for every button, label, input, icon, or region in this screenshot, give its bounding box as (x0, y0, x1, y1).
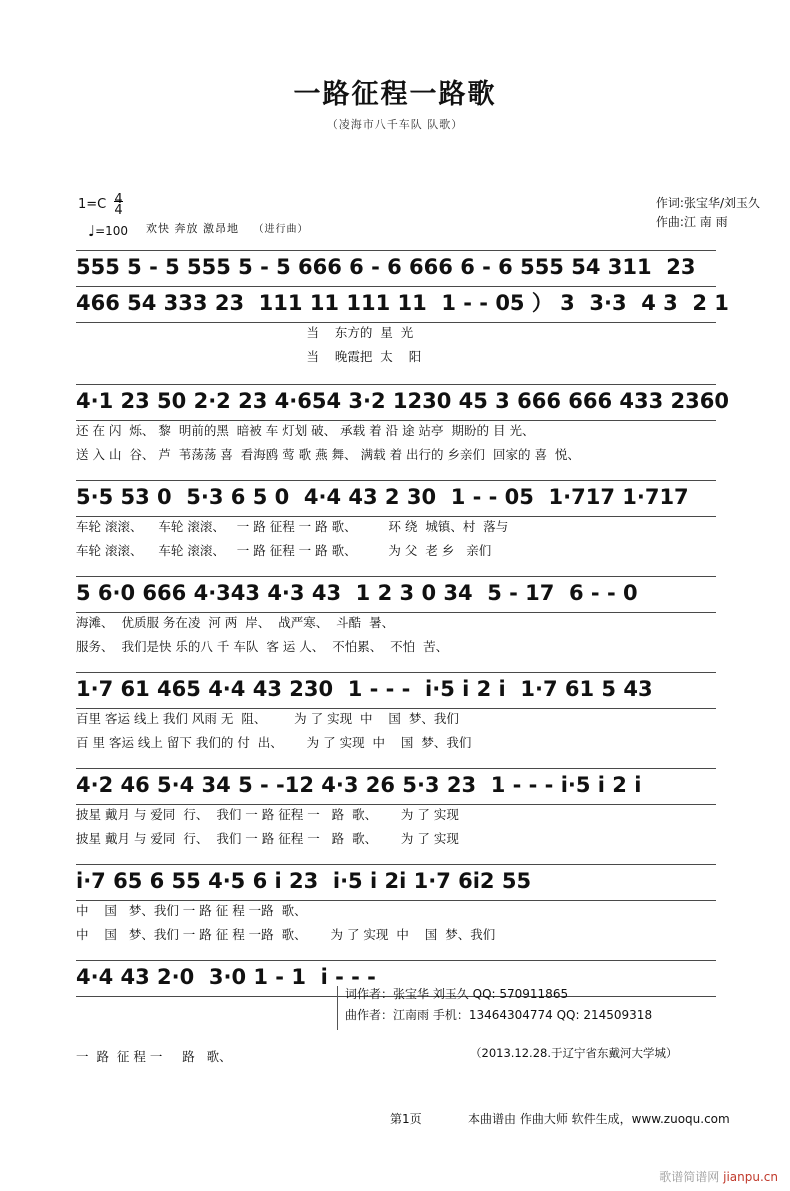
note-row: 5·5 53 0 5·3 6 5 0 4·4 43 2 30 1 - - 05 1·717 1·717 (76, 485, 689, 509)
music-system (76, 290, 729, 366)
lyric-row-verse1: 披星 戴月 与 爱同 行、 我们 一 路 征程 一 路 歌、 为 了 实现 (76, 807, 459, 822)
note-row: 1·7 61 465 4·4 43 230 1 - - - i·5 i 2 i 1·7 61 5 43 (76, 677, 653, 701)
staff-rule (76, 960, 716, 961)
style-paren-text: （进行曲） (253, 224, 309, 235)
music-system (76, 868, 726, 944)
note-row: 466 54 333 23 111 11 111 11 1 - - 05 ） 3 3·3 4 3 2 1 (76, 291, 729, 315)
note-row: 4·1 23 50 2·2 23 4·654 3·2 1230 45 3 666 666 433 2360 (76, 389, 729, 413)
staff-rule (76, 576, 716, 577)
lyric-row-verse1: 还 在 闪 烁、 黎 明前的黑 暗被 车 灯划 破、 承载 着 沿 途 站亭 期盼的 目 光、 (76, 423, 535, 438)
music-author-contact: 曲作者：江南雨 手机：13464304774 QQ: 214509318 (345, 1008, 653, 1022)
music-system (76, 388, 729, 464)
staff-rule (76, 250, 716, 251)
lyric-row-verse2: 车轮 滚滚、 车轮 滚滚、 一 路 征程 一 路 歌、 为 父 老 乡 亲们 (76, 543, 492, 558)
time-signature-denominator: 4 (114, 203, 123, 218)
tempo-mark (88, 222, 128, 240)
credits-block (656, 194, 760, 232)
lyric-row-verse2: 服务、 我们是快 乐的八 千 车队 客 运 人、 不怕累、 不怕 苦、 (76, 639, 449, 654)
date-note: （2013.12.28.于辽宁省东戴河大学城） (470, 1046, 678, 1060)
page-number: 第1页 (390, 1112, 422, 1126)
style-text: 欢快 奔放 激昂地 (146, 222, 239, 235)
staff-rule (76, 864, 716, 865)
quarter-note-icon: ♩ (88, 222, 96, 240)
watermark (659, 1168, 778, 1185)
music-system (76, 580, 726, 656)
note-row: 4·2 46 5·4 34 5 - -12 4·3 26 5·3 23 1 - - - i·5 i 2 i (76, 773, 642, 797)
note-row: 4·4 43 2·0 3·0 1 - 1 i - - - (76, 965, 376, 989)
page-title: 一路征程一路歌 (293, 79, 497, 110)
music-system (76, 254, 726, 280)
composer-credit: 作曲:江 南 雨 (655, 215, 728, 229)
staff-rule (76, 384, 716, 385)
subtitle: （凌海市八千车队 队歌） (326, 118, 464, 131)
staff-rule (76, 672, 716, 673)
lyric-row-verse2: 当 晚霞把 太 阳 (76, 349, 422, 364)
music-system (76, 772, 726, 848)
note-row: i·7 65 6 55 4·5 6 i 23 i·5 i 2i 1·7 6i2 55 (76, 869, 532, 893)
watermark-text: 歌谱简谱网 (659, 1170, 720, 1184)
generator-note: 本曲谱由 作曲大师 软件生成，www.zuoqu.com (468, 1112, 730, 1126)
lyric-row-verse1: 中 国 梦、我们 一 路 征 程 一路 歌、 (76, 903, 307, 918)
music-system (76, 676, 726, 752)
key-signature-block (78, 192, 123, 219)
staff-rule (76, 768, 716, 769)
style-direction (146, 220, 309, 236)
lyric-row-verse2: 百 里 客运 线上 留下 我们的 付 出、 为 了 实现 中 国 梦、我们 (76, 735, 472, 750)
lyricist-credit: 作词:张宝华/刘玉久 (655, 196, 760, 210)
key-label: 1=C (78, 197, 107, 212)
note-row: 5 6·0 666 4·343 4·3 43 1 2 3 0 34 5 - 17 6 - - 0 (76, 581, 638, 605)
lyric-author-contact: 词作者：张宝华 刘玉久 QQ: 570911865 (345, 987, 569, 1001)
lyric-row-verse2: 中 国 梦、我们 一 路 征 程 一路 歌、 为 了 实现 中 国 梦、我们 (76, 927, 496, 942)
lyric-row-verse1: 海滩、 优质服 务在凌 河 两 岸、 战严寒、 斗酷 暑、 (76, 615, 395, 630)
lyric-row-verse2: 一 路 征 程 一 路 歌、 (76, 1049, 232, 1064)
time-signature (114, 194, 122, 216)
contact-divider (337, 986, 338, 1030)
tempo-value: =100 (95, 224, 129, 238)
time-signature-numerator: 4 (114, 192, 123, 207)
lyric-row-verse2: 披星 戴月 与 爱同 行、 我们 一 路 征程 一 路 歌、 为 了 实现 (76, 831, 459, 846)
lyric-row-verse1: 当 东方的 星 光 (76, 325, 414, 340)
music-system (76, 484, 726, 560)
staff-rule (76, 286, 716, 287)
sheet-music-page (0, 72, 790, 1191)
lyric-row-verse1: 车轮 滚滚、 车轮 滚滚、 一 路 征程 一 路 歌、 环 绕 城镇、村 落与 (76, 519, 509, 534)
lyric-row-verse1: 百里 客运 线上 我们 风雨 无 阻、 为 了 实现 中 国 梦、我们 (76, 711, 459, 726)
lyric-row-verse2: 送 入 山 谷、 芦 苇荡荡 喜 看海鸥 莺 歌 燕 舞、 满载 着 出行的 乡亲们 回家的 喜 悦、 (76, 447, 580, 462)
watermark-url: jianpu.cn (723, 1170, 778, 1184)
note-row: 555 5 - 5 555 5 - 5 666 6 - 6 666 6 - 6 555 54 311 23 (76, 255, 696, 279)
staff-rule (76, 480, 716, 481)
author-contact-block (345, 984, 652, 1026)
